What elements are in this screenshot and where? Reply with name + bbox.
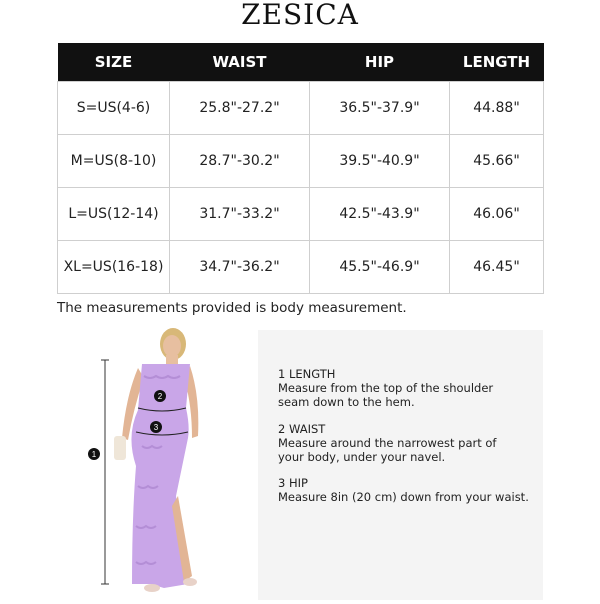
header-waist: WAIST xyxy=(170,43,310,82)
instruction-title: 3 HIP xyxy=(278,476,308,490)
hip-cell: 36.5"-37.9" xyxy=(310,82,450,135)
right-shoe xyxy=(183,578,197,586)
measurement-instructions-panel xyxy=(258,330,543,600)
waist-cell: 25.8"-27.2" xyxy=(170,82,310,135)
clutch-bag xyxy=(114,436,126,460)
header-length: LENGTH xyxy=(450,43,544,82)
header-size: SIZE xyxy=(58,43,170,82)
measurement-note: The measurements provided is body measurement. xyxy=(57,300,407,316)
length-cell: 46.06" xyxy=(450,188,544,241)
table-row xyxy=(58,188,544,241)
length-cell: 45.66" xyxy=(450,135,544,188)
instruction-length xyxy=(278,367,493,409)
model-figure xyxy=(80,326,230,600)
instruction-title: 2 WAIST xyxy=(278,422,326,436)
table-row xyxy=(58,82,544,135)
header-hip: HIP xyxy=(310,43,450,82)
marker-3-label: 3 xyxy=(153,423,159,432)
length-cell: 44.88" xyxy=(450,82,544,135)
size-chart-table xyxy=(57,43,544,294)
instruction-title: 1 LENGTH xyxy=(278,367,336,381)
instruction-text: Measure 8in (20 cm) down from your waist. xyxy=(278,490,529,504)
waist-cell: 28.7"-30.2" xyxy=(170,135,310,188)
waist-cell: 34.7"-36.2" xyxy=(170,241,310,294)
instruction-text: Measure around the narrowest part of xyxy=(278,436,497,450)
instruction-text: Measure from the top of the shoulder xyxy=(278,381,494,395)
table-header-row xyxy=(58,43,544,82)
hip-cell: 39.5"-40.9" xyxy=(310,135,450,188)
size-cell: XL=US(16-18) xyxy=(58,241,170,294)
hip-cell: 45.5"-46.9" xyxy=(310,241,450,294)
model-illustration xyxy=(80,326,230,600)
marker-1-label: 1 xyxy=(91,450,97,459)
instruction-hip xyxy=(278,476,529,504)
instruction-text: seam down to the hem. xyxy=(278,395,415,409)
brand-logo: ZESICA xyxy=(241,0,359,31)
size-cell: L=US(12-14) xyxy=(58,188,170,241)
left-shoe xyxy=(144,584,160,592)
hip-cell: 42.5"-43.9" xyxy=(310,188,450,241)
size-cell: M=US(8-10) xyxy=(58,135,170,188)
table-row xyxy=(58,241,544,294)
table-row xyxy=(58,135,544,188)
instruction-waist xyxy=(278,422,496,464)
length-cell: 46.45" xyxy=(450,241,544,294)
instruction-text: your body, under your navel. xyxy=(278,450,446,464)
size-cell: S=US(4-6) xyxy=(58,82,170,135)
head xyxy=(163,335,181,357)
marker-2-label: 2 xyxy=(157,392,163,401)
waist-cell: 31.7"-33.2" xyxy=(170,188,310,241)
